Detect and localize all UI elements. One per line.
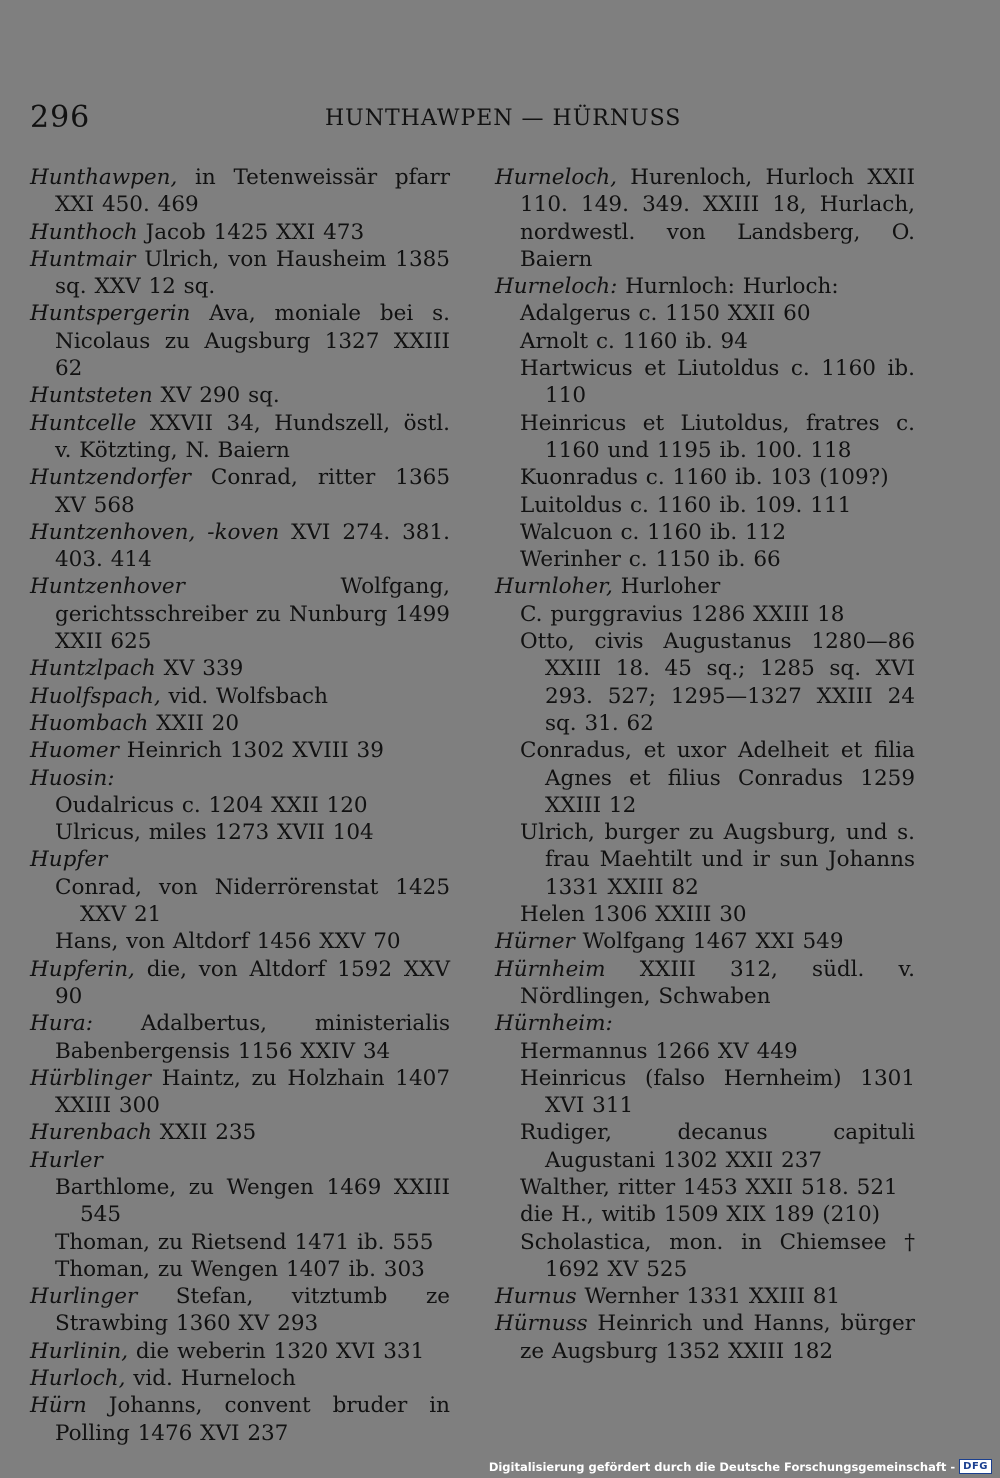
index-subentry (30, 1256, 450, 1283)
entry-text: XV 290 sq. (152, 383, 280, 409)
dfg-logo: DFG (959, 1459, 992, 1474)
entry-text: Heinrich und Hanns, bürger ze Augsburg 1352 XXIII 182 (520, 1311, 915, 1364)
index-subentry (495, 492, 915, 519)
entry-text: Adalbertus, ministerialis Babenbergensis 1156 XXIV 34 (55, 1011, 450, 1064)
index-subentry (495, 1065, 915, 1120)
index-subentry (30, 874, 450, 929)
index-entry (30, 246, 450, 301)
entry-text: Heinrich 1302 XVIII 39 (118, 738, 384, 764)
index-subentry (495, 819, 915, 901)
index-subentry (495, 410, 915, 465)
index-entry (30, 737, 450, 764)
entry-text: Heinricus (falso Hernheim) 1301 XVI 311 (520, 1065, 915, 1119)
entry-headword: Huntsteten (30, 383, 153, 409)
entry-text: Thoman, zu Wengen 1407 ib. 303 (55, 1256, 425, 1282)
index-entry (30, 710, 450, 737)
entry-headword: Huolfspach, (30, 683, 161, 709)
entry-headword: Hurneloch: (495, 274, 618, 300)
entry-text: Wolfgang 1467 XXI 549 (574, 929, 844, 955)
index-entry (30, 1065, 450, 1120)
footer (489, 1459, 992, 1474)
entry-text: Hans, von Altdorf 1456 XXV 70 (55, 929, 401, 955)
entry-headword: Huntzenhoven, -koven (30, 519, 280, 545)
index-entry (30, 1283, 450, 1338)
entry-text: Conrad, ritter 1365 XV 568 (55, 465, 450, 518)
index-subentry (495, 601, 915, 628)
entry-text: Thoman, zu Rietsend 1471 ib. 555 (55, 1229, 434, 1255)
index-entry (495, 164, 915, 273)
index-entry (30, 1119, 450, 1146)
entry-text: Ulrich, von Hausheim 1385 sq. XXV 12 sq. (55, 246, 450, 300)
index-entry (30, 164, 450, 219)
index-entry (30, 382, 450, 409)
index-subentry (495, 546, 915, 573)
entry-text: Ulrich, burger zu Augsburg, und s. frau Maehtilt und ir sun Johanns 1331 XXIII 82 (520, 820, 915, 900)
entry-headword: Hürn (30, 1393, 87, 1419)
entry-text: Wolfgang, gerichtsschreiber zu Nunburg 1499 XXII 625 (55, 574, 450, 655)
entry-text: vid. Wolfsbach (160, 683, 328, 709)
entry-headword: Hurenbach (30, 1120, 152, 1146)
entry-headword: Hura: (30, 1011, 93, 1037)
index-subentry (495, 464, 915, 491)
entry-text: Hurnloch: Hurloch: (617, 274, 839, 300)
entry-text: Helen 1306 XXIII 30 (520, 902, 747, 928)
index-subentry (30, 928, 450, 955)
entry-text: Scholastica, mon. in Chiemsee † 1692 XV 525 (520, 1229, 915, 1282)
index-entry (30, 683, 450, 710)
entry-headword: Huosin: (30, 765, 115, 791)
index-subentry (495, 328, 915, 355)
entry-headword: Huntspergerin (30, 301, 191, 327)
index-subentry (495, 355, 915, 410)
running-head: HUNTHAWPEN — HÜRNUSS (325, 106, 682, 131)
entry-headword: Hupferin, (30, 956, 135, 982)
entry-text: Rudiger, decanus capituli Augustani 1302 XXII 237 (520, 1120, 915, 1173)
entry-text: Hermannus 1266 XV 449 (520, 1038, 798, 1064)
entry-text: Hartwicus et Liutoldus c. 1160 ib. 110 (520, 356, 915, 409)
index-entry (495, 1310, 915, 1365)
left-column (30, 164, 450, 1447)
entry-headword: Hurnus (495, 1284, 577, 1310)
index-entry (30, 655, 450, 682)
entry-text: C. purggravius 1286 XXIII 18 (520, 601, 845, 627)
index-entry (495, 1283, 915, 1310)
index-entry (30, 1338, 450, 1365)
entry-headword: Huntzendorfer (30, 465, 191, 491)
entry-headword: Hürnuss (495, 1311, 588, 1337)
entry-text: XXII 235 (151, 1120, 257, 1146)
entry-text: XV 339 (155, 656, 244, 682)
entry-text: Ava, moniale bei s. Nicolaus zu Augsburg 1327 XXIII 62 (55, 301, 450, 382)
entry-headword: Hupfer (30, 847, 108, 873)
index-entry (30, 573, 450, 655)
index-subentry (495, 901, 915, 928)
index-entry (30, 1147, 450, 1174)
index-entry (495, 928, 915, 955)
entry-text: Kuonradus c. 1160 ib. 103 (109?) (520, 465, 889, 491)
index-subentry (495, 1201, 915, 1228)
index-entry (30, 1010, 450, 1065)
index-entry (30, 846, 450, 873)
index-subentry (495, 519, 915, 546)
index-entry (30, 519, 450, 574)
index-subentry (30, 819, 450, 846)
entry-text: Barthlome, zu Wengen 1469 XXIII 545 (55, 1174, 450, 1228)
entry-text: Arnolt c. 1160 ib. 94 (520, 328, 748, 354)
entry-headword: Hürnheim (495, 956, 606, 982)
entry-text: Hurenloch, Hurloch XXII 110. 149. 349. XXIII 18, Hurlach, nordwestl. von Landsberg, O. Baiern (520, 165, 915, 272)
footer-text: Digitalisierung gefördert durch die Deutsche Forschungsgemeinschaft - (488, 1459, 956, 1474)
index-entry (30, 765, 450, 792)
entry-headword: Hunthawpen, (30, 165, 178, 190)
index-entry (30, 464, 450, 519)
entry-text: Conradus, et uxor Adelheit et filia Agnes et filius Conradus 1259 XXIII 12 (520, 738, 915, 818)
index-entry (30, 219, 450, 246)
entry-text: Conrad, von Niderrörenstat 1425 XXV 21 (55, 874, 450, 928)
entry-headword: Hurneloch, (495, 165, 617, 190)
entry-text: XXII 20 (148, 710, 240, 736)
index-entry (495, 1010, 915, 1037)
entry-text: Oudalricus c. 1204 XXII 120 (55, 792, 368, 818)
entry-text: Otto, civis Augustanus 1280—86 XXIII 18. 45 sq.; 1285 sq. XVI 293. 527; 1295—1327 XXIII 24 sq. 31. 62 (520, 629, 915, 736)
entry-text: Jacob 1425 XXI 473 (137, 219, 365, 245)
entry-text: vid. Hurneloch (125, 1366, 296, 1392)
index-entry (30, 1365, 450, 1392)
index-entry (30, 300, 450, 382)
entry-headword: Hurler (30, 1147, 103, 1173)
index-entry (495, 956, 915, 1011)
entry-text: Werinher c. 1150 ib. 66 (520, 547, 781, 573)
entry-text: Hurloher (612, 574, 721, 600)
right-column (495, 164, 915, 1365)
entry-headword: Hurlinin, (30, 1338, 129, 1364)
index-subentry (495, 1119, 915, 1174)
entry-headword: Hürnheim: (495, 1011, 613, 1037)
entry-text: die, von Altdorf 1592 XXV 90 (55, 956, 450, 1009)
entry-headword: Hürblinger (30, 1065, 152, 1091)
index-subentry (30, 1174, 450, 1229)
index-entry (495, 573, 915, 600)
entry-headword: Huomer (30, 738, 119, 764)
entry-text: in Tetenweissär pfarr XXI 450. 469 (55, 165, 450, 218)
entry-text: Adalgerus c. 1150 XXII 60 (520, 301, 811, 327)
index-entry (30, 956, 450, 1011)
entry-text: Walcuon c. 1160 ib. 112 (520, 519, 787, 545)
entry-headword: Hurnloher, (495, 574, 613, 600)
entry-text: Haintz, zu Holzhain 1407 XXIII 300 (55, 1065, 450, 1119)
entry-headword: Huntcelle (30, 410, 137, 436)
entry-headword: Hürner (495, 929, 575, 955)
entry-headword: Huntzenhover (30, 574, 185, 600)
page-header (30, 100, 950, 140)
entry-text: Stefan, vitztumb ze Strawbing 1360 XV 293 (55, 1284, 450, 1337)
entry-text: XXIII 312, südl. v. Nördlingen, Schwaben (520, 956, 915, 1009)
index-subentry (30, 792, 450, 819)
entry-text: die H., witib 1509 XIX 189 (210) (520, 1202, 881, 1228)
index-subentry (495, 300, 915, 327)
entry-text: Luitoldus c. 1160 ib. 109. 111 (520, 492, 852, 518)
index-subentry (495, 1174, 915, 1201)
entry-text: Walther, ritter 1453 XXII 518. 521 (520, 1174, 898, 1200)
index-entry (495, 273, 915, 300)
entry-headword: Huombach (30, 710, 149, 736)
index-subentry (495, 737, 915, 819)
page-number: 296 (30, 100, 91, 135)
entry-headword: Huntmair (30, 246, 136, 272)
entry-text: Heinricus et Liutoldus, fratres c. 1160 und 1195 ib. 100. 118 (520, 410, 915, 463)
entry-text: Wernher 1331 XXIII 81 (576, 1284, 841, 1310)
index-subentry (30, 1229, 450, 1256)
entry-text: XXVII 34, Hundszell, östl. v. Kötzting, N. Baiern (55, 410, 450, 463)
entry-text: die weberin 1320 XVI 331 (128, 1338, 425, 1364)
index-entry (30, 1392, 450, 1447)
entry-headword: Hurloch, (30, 1366, 126, 1392)
entry-text: Johanns, convent bruder in Polling 1476 XVI 237 (55, 1393, 450, 1446)
index-subentry (495, 1038, 915, 1065)
index-subentry (495, 628, 915, 737)
index-entry (30, 410, 450, 465)
entry-text: XVI 274. 381. 403. 414 (55, 519, 450, 573)
entry-headword: Hunthoch (30, 219, 138, 245)
entry-headword: Huntzlpach (30, 656, 156, 682)
entry-text: Ulricus, miles 1273 XVII 104 (55, 820, 374, 846)
entry-headword: Hurlinger (30, 1284, 138, 1310)
index-subentry (495, 1229, 915, 1284)
